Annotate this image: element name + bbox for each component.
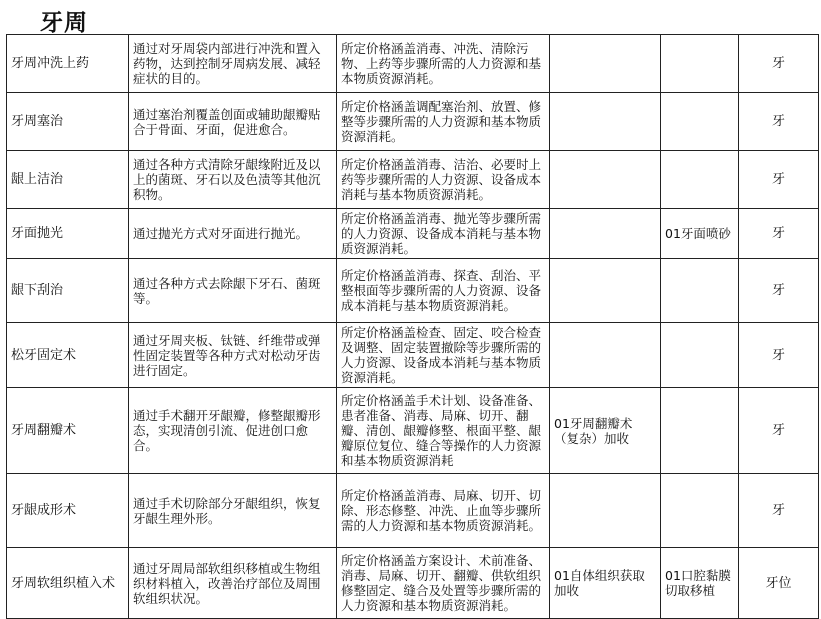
cell-desc: 通过牙周夹板、钛链、纤维带或弹性固定装置等各种方式对松动牙齿进行固定。 <box>129 323 337 388</box>
cell-extra1 <box>550 474 661 548</box>
cell-extra1 <box>550 151 661 209</box>
table-row <box>7 93 819 151</box>
cell-unit: 牙 <box>739 151 819 209</box>
page-title: 牙周 <box>40 9 88 36</box>
cell-name: 松牙固定术 <box>7 323 129 388</box>
cell-scope: 所定价格涵盖消毒、探查、刮治、平整根面等步骤所需的人力资源、设备成本消耗与基本物质资源消耗。 <box>337 259 550 323</box>
cell-unit: 牙 <box>739 474 819 548</box>
table-row <box>7 151 819 209</box>
table-row <box>7 323 819 388</box>
cell-scope: 所定价格涵盖消毒、冲洗、清除污物、上药等步骤所需的人力资源和基本物质资源消耗。 <box>337 35 550 93</box>
cell-unit: 牙 <box>739 259 819 323</box>
cell-extra1 <box>550 93 661 151</box>
cell-desc: 通过对牙周袋内部进行冲洗和置入药物，达到控制牙周病发展、减轻症状的目的。 <box>129 35 337 93</box>
cell-desc: 通过手术翻开牙龈瓣，修整龈瓣形态，实现清创引流、促进创口愈合。 <box>129 388 337 474</box>
cell-unit: 牙 <box>739 209 819 259</box>
table-row <box>7 259 819 323</box>
table-row <box>7 35 819 93</box>
cell-name: 牙周软组织植入术 <box>7 548 129 619</box>
cell-desc: 通过塞治剂覆盖创面或辅助龈瓣贴合于骨面、牙面，促进愈合。 <box>129 93 337 151</box>
cell-name: 牙周塞治 <box>7 93 129 151</box>
cell-extra1: 01牙周翻瓣术（复杂）加收 <box>550 388 661 474</box>
cell-extra2 <box>661 388 739 474</box>
cell-extra2 <box>661 35 739 93</box>
cell-unit: 牙 <box>739 388 819 474</box>
cell-scope: 所定价格涵盖消毒、局麻、切开、切除、形态修整、冲洗、止血等步骤所需的人力资源和基本物质资源消耗。 <box>337 474 550 548</box>
cell-name: 龈下刮治 <box>7 259 129 323</box>
table-row <box>7 388 819 474</box>
cell-unit: 牙 <box>739 93 819 151</box>
cell-extra2 <box>661 259 739 323</box>
cell-name: 龈上洁治 <box>7 151 129 209</box>
cell-extra2 <box>661 323 739 388</box>
cell-scope: 所定价格涵盖调配塞治剂、放置、修整等步骤所需的人力资源和基本物质资源消耗。 <box>337 93 550 151</box>
cell-extra2: 01牙面喷砂 <box>661 209 739 259</box>
cell-unit: 牙 <box>739 323 819 388</box>
cell-extra2 <box>661 474 739 548</box>
cell-name: 牙周冲洗上药 <box>7 35 129 93</box>
cell-name: 牙周翻瓣术 <box>7 388 129 474</box>
cell-scope: 所定价格涵盖消毒、抛光等步骤所需的人力资源、设备成本消耗与基本物质资源消耗。 <box>337 209 550 259</box>
cell-unit: 牙位 <box>739 548 819 619</box>
cell-extra2 <box>661 93 739 151</box>
cell-extra1 <box>550 323 661 388</box>
table-row <box>7 474 819 548</box>
cell-extra2 <box>661 151 739 209</box>
table-row <box>7 209 819 259</box>
table-row <box>7 548 819 619</box>
cell-extra1 <box>550 209 661 259</box>
cell-desc: 通过抛光方式对牙面进行抛光。 <box>129 209 337 259</box>
cell-scope: 所定价格涵盖方案设计、术前准备、消毒、局麻、切开、翻瓣、供软组织修整固定、缝合及处置等步骤所需的人力资源和基本物质资源消耗。 <box>337 548 550 619</box>
procedure-table <box>6 34 819 619</box>
cell-name: 牙面抛光 <box>7 209 129 259</box>
cell-unit: 牙 <box>739 35 819 93</box>
cell-desc: 通过各种方式去除龈下牙石、菌斑等。 <box>129 259 337 323</box>
cell-scope: 所定价格涵盖消毒、洁治、必要时上药等步骤所需的人力资源、设备成本消耗与基本物质资源消耗。 <box>337 151 550 209</box>
cell-name: 牙龈成形术 <box>7 474 129 548</box>
cell-scope: 所定价格涵盖手术计划、设备准备、患者准备、消毒、局麻、切开、翻瓣、清创、龈瓣修整、根面平整、龈瓣原位复位、缝合等操作的人力资源和基本物质资源消耗 <box>337 388 550 474</box>
cell-extra2: 01口腔黏膜切取移植 <box>661 548 739 619</box>
cell-desc: 通过手术切除部分牙龈组织，恢复牙龈生理外形。 <box>129 474 337 548</box>
cell-desc: 通过牙周局部软组织移植或生物组织材料植入，改善治疗部位及周围软组织状况。 <box>129 548 337 619</box>
cell-extra1 <box>550 259 661 323</box>
cell-desc: 通过各种方式清除牙龈缘附近及以上的菌斑、牙石以及色渍等其他沉积物。 <box>129 151 337 209</box>
cell-extra1: 01自体组织获取加收 <box>550 548 661 619</box>
cell-extra1 <box>550 35 661 93</box>
cell-scope: 所定价格涵盖检查、固定、咬合检查及调整、固定装置撤除等步骤所需的人力资源、设备成本消耗与基本物质资源消耗。 <box>337 323 550 388</box>
